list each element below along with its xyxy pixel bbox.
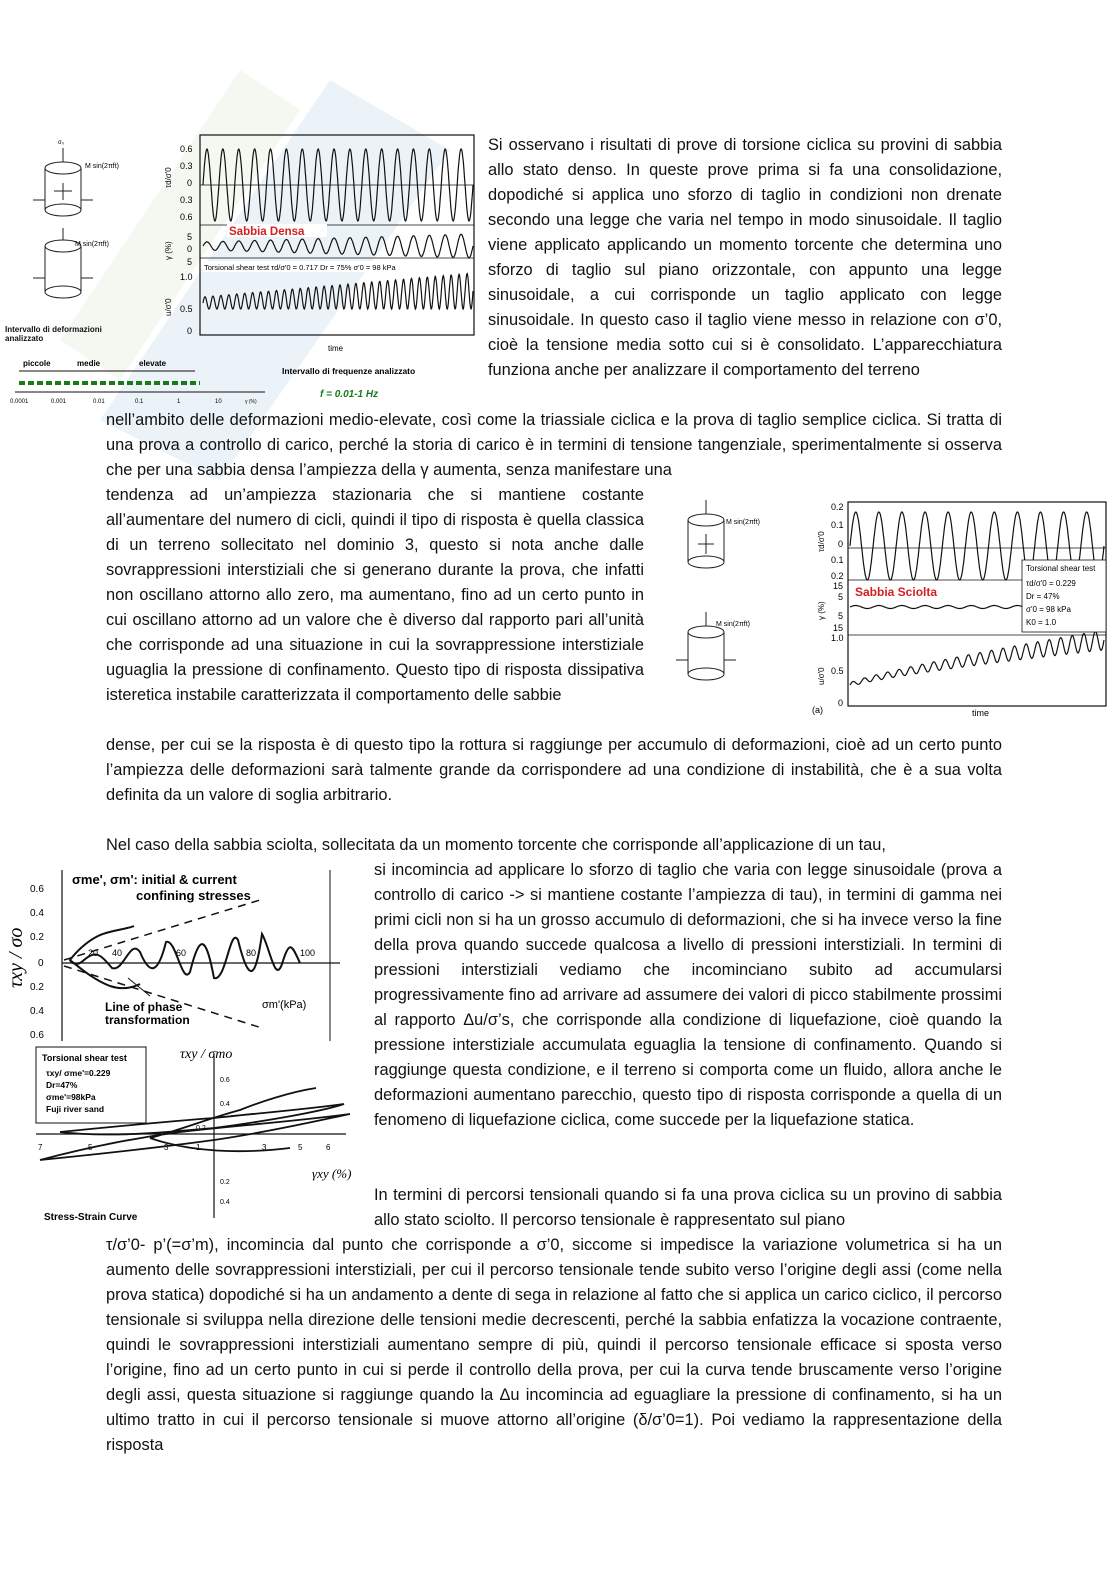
stress-strain-caption: Stress-Strain Curve (44, 1212, 138, 1223)
sigma-m-tick: 40 (112, 948, 123, 958)
paragraph-4: In termini di percorsi tensionali quando si fa una prova ciclica su un provino di sabbia allo stato sciolto. Il percorso tensionale è rappresentato sul piano (374, 1186, 1002, 1229)
u-tick: 0 (838, 698, 844, 708)
freq-value: f = 0.01-1 Hz (320, 389, 379, 400)
moment-label-top: M sin(2πft) (726, 519, 760, 526)
legend-line: Torsional shear test (1026, 564, 1096, 573)
tau-tick: 0.1 (831, 555, 844, 565)
paragraph-3: Nel caso della sabbia sciolta, sollecitata da un momento torcente che corrisponde all’applicazione di un tau, (106, 836, 886, 854)
moment-label-top: M sin(2πft) (85, 163, 119, 170)
y-tick: 0.4 (30, 1006, 44, 1017)
sigma-label: σ₀ (58, 140, 65, 146)
u-tick: 1.0 (180, 272, 193, 282)
x2-tick: 5 (88, 1143, 93, 1152)
legend-line: K0 = 1.0 (1026, 618, 1057, 627)
paragraph-1-cont: nell’ambito delle deformazioni medio-elevate, così come la triassiale ciclica e la prova di taglio semplice ciclica. Si tratta di una prova a controllo di carico, perché la storia di carico è in termini di tensione tangenziale, sperimentalmente si osserva che per una sabbia densa l’ampiezza della γ aumenta, senza manifestare una (106, 411, 1002, 479)
sigma-m-tick: 20 (88, 948, 99, 958)
figure-loose-sand (670, 490, 1108, 720)
y-tick: 0.4 (30, 908, 44, 919)
caption-dense-sand: Sabbia Densa (229, 226, 305, 238)
tick-4: 0.1 (135, 399, 144, 405)
pore-pressure-signal (850, 632, 1104, 686)
x2-tick: 3 (164, 1143, 169, 1152)
tau-tick: 0.2 (831, 502, 844, 512)
y2-tick: 0.4 (220, 1101, 230, 1108)
legend-line: Fuji river sand (46, 1104, 105, 1114)
y-tick: 0.6 (30, 884, 44, 895)
y-label-gamma: γ (%) (164, 241, 173, 260)
gamma-tick: 0 (187, 244, 193, 254)
sigma-m-tick: 60 (176, 948, 187, 958)
tau-tick: 0 (187, 178, 193, 188)
y2-tick: 0.2 (220, 1179, 230, 1186)
time-label: time (328, 344, 344, 353)
range-small: piccole (23, 359, 51, 368)
u-tick: 0.5 (180, 304, 193, 314)
sigma-m-label: σm'(kPa) (262, 999, 307, 1011)
moment-label-bottom: M sin(2πft) (75, 241, 109, 248)
y-label-tau: τd/σ'0 (164, 167, 173, 188)
tau-tick: 0.2 (831, 571, 844, 581)
y2-tick: 0.2 (196, 1125, 206, 1132)
phase-label-1: Line of phase (105, 1000, 183, 1014)
paragraph-1: Si osservano i risultati di prove di torsione ciclica su provini di sabbia allo stato denso. In queste prove prima si fa una consolidazione, dopodiché si applica uno sforzo di taglio in condizioni non drenate secondo una legge che varia nel tempo in modo sinusoidale. Il taglio viene applicato applicando un momento torcente che determina uno sforzo di taglio sul piano orizzontale, con appunto una legge sinusoidale, a cui corrisponde un taglio applicato con legge sinusoidale. In questo caso il taglio viene messo in relazione con σ’0, cioè la tensione media sotto cui si è consolidato. L’apparecchiatura funziona anche per analizzare il comportamento del terreno (488, 136, 1002, 379)
y2-tick: 0.4 (220, 1199, 230, 1206)
legend-line: σ'0 = 98 kPa (1026, 605, 1071, 614)
phase-label-2: transformation (105, 1013, 190, 1027)
panel-label: (a) (812, 705, 823, 715)
tau-tick: 0.6 (180, 144, 193, 154)
x2-tick: 5 (298, 1143, 303, 1152)
gamma-tick: 5 (187, 257, 193, 267)
stress-path-subtitle: confining stresses (136, 888, 251, 903)
legend-line: Dr=47% (46, 1080, 78, 1090)
tau-tick: 0.3 (180, 161, 193, 171)
x2-tick: 1 (196, 1143, 201, 1152)
range-medium: medie (77, 359, 101, 368)
paragraph-4-cont: τ/σ’0- p’(=σ’m), incomincia dal punto che corrisponde a σ’0, siccome si impedisce la variazione volumetrica si ha un aumento delle sovrappressioni interstiziali, per cui il percorso tensionale tende subito verso l’origine degli assi (come nella prova statica) dopodiché si ha un andamento a dente di sega in relazione al fatto che si applica un carico ciclico, il percorso tensionale si sviluppa nella direzione delle tensioni medie decrescenti, perché la sabbia enfatizza la vocazione contraente, quindi le sovrappressioni interstiziali aumentano sempre di più, quindi il percorso tensionale efficace si sposta verso l’origine, fino ad un certo punto in cui si perde il controllo della prova, per cui la curva tende bruscamente verso l’origine degli assi, questa situazione si raggiunge quando la Δu incomincia ad eguagliare la pressione di confinamento, si ha un ultimo tratto in cui il percorso tensionale si muove attorno all’origine (δ/σ’0=1). Poi vediamo la rappresentazione della risposta (106, 1236, 1002, 1454)
gamma-xy-label: γxy (%) (312, 1166, 352, 1181)
specimen-diagram-top (33, 148, 93, 216)
stress-path-title: σme', σm': initial & current (72, 872, 237, 887)
x2-tick: 6 (326, 1143, 331, 1152)
gamma-tick: 15 (833, 581, 844, 591)
tau-tick: 0.1 (831, 520, 844, 530)
time-label: time (972, 708, 990, 718)
tick-3: 0.01 (93, 399, 105, 405)
caption-loose-sand: Sabbia Sciolta (855, 585, 938, 599)
y2-tick: 0.6 (220, 1077, 230, 1084)
gamma-tick: 15 (833, 623, 844, 633)
legend-line: σme'=98kPa (46, 1092, 96, 1102)
y-tick: 0.2 (30, 982, 44, 993)
strain-range-title: Intervallo di deformazioni analizzato (5, 325, 102, 343)
test-info: Torsional shear test τd/σ'0 = 0.717 Dr = 75% σ'0 = 98 kPa (204, 263, 396, 272)
y-tick: 0.2 (30, 932, 44, 943)
u-tick: 1.0 (831, 633, 844, 643)
x2-tick: 3 (262, 1143, 267, 1152)
sigma-m-tick: 80 (246, 948, 257, 958)
sigma-m-tick: 100 (300, 948, 316, 958)
y-tick: 0 (38, 958, 44, 969)
y-label-gamma: γ (%) (817, 601, 826, 620)
paragraph-2: tendenza ad un’ampiezza stazionaria che si mantiene costante all’aumentare del numero di cicli, quindi il tipo di risposta è quella classica di un terreno sollecitato nel dominio 3, questo si nota anche dalle sovrappressioni interstiziali che si generano durante la prova, che infatti non oscillano attorno allo zero, ma aumentano, fino ad un certo punto in cui oscillano attorno ad un valore che è diverso dal rapporto pari all’unità che corrisponde ad una situazione in cui la sovrappressione interstiziale uguaglia la pressione di confinamento. Questo tipo di risposta dissipativa isteretica instabile caratterizzata il comportamento delle sabbie (106, 486, 644, 704)
y-label-u: u/σ'0 (164, 298, 173, 316)
specimen-diagram-top (688, 500, 724, 568)
legend-line: Dr = 47% (1026, 592, 1060, 601)
gamma-tick: 5 (838, 611, 844, 621)
gamma-tick: 5 (187, 232, 193, 242)
tau-tick: 0.3 (180, 195, 193, 205)
paragraph-2-cont: dense, per cui se la risposta è di questo tipo la rottura si raggiunge per accumulo di deformazioni, cioè ad un certo punto l’ampiezza delle deformazioni sarà talmente grande da corrispondere ad una condizione di instabilità, che è a sua volta definita da un valore di soglia arbitrario. (106, 736, 1002, 804)
x2-tick: 7 (38, 1143, 43, 1152)
pore-pressure-signal (203, 274, 473, 309)
tick-2: 0.001 (51, 399, 67, 405)
paragraph-3-cont: si incomincia ad applicare lo sforzo di taglio che varia con legge sinusoidale (prova a controllo di carico -> si mantiene costante l’ampiezza di tau), in termini di gamma nei primi cicli non si ha un grosso accumulo di deformazioni, che si ha invece verso la fine della prova quando succede qualcosa a livello di pressioni interstiziali. In termini di pressioni interstiziali vediamo che incominciano subito ad accumularsi progressivamente fino ad arrivare ad assumere dei valori di picco stabilmente prossimi al rapporto Δu/σ’s, che corrisponde alla condizione di liquefazione, cioè quando la pressione interstiziale accumulata eguaglia la tensione di confinamento. Quando si raggiunge questa condizione, e il terreno si comporta come un fluido, allora anche le deformazioni aumentano parecchio, questo tipo di risposta corrisponde a quella di un fenomeno di liquefazione ciclica, come succede per la liquefazione statica. (374, 861, 1002, 1129)
gamma-unit: γ (%) (245, 399, 257, 405)
legend-line: Torsional shear test (42, 1053, 127, 1063)
tick-5: 1 (177, 399, 181, 405)
legend-line: τxy/ σme'=0.229 (46, 1068, 111, 1078)
y2-axis-label: τxy / σmo (180, 1047, 233, 1062)
gamma-tick: 5 (838, 592, 844, 602)
y-tick: 0.6 (30, 1030, 44, 1041)
moment-label-bottom: M sin(2πft) (716, 621, 750, 628)
tau-tick: 0.6 (180, 212, 193, 222)
y-axis-label: τxy / σo (5, 927, 27, 988)
legend-line: τd/σ'0 = 0.229 (1026, 579, 1076, 588)
y-label-u: u/σ'0 (817, 667, 826, 685)
phase-line-upper (64, 900, 260, 960)
specimen-diagram-bottom (33, 228, 93, 298)
u-tick: 0.5 (831, 666, 844, 676)
y-label-tau: τd/σ'0 (817, 531, 826, 552)
tick-6: 10 (215, 399, 222, 405)
tick-1: 0.0001 (10, 399, 29, 405)
u-tick: 0 (187, 326, 193, 336)
figure-dense-sand (5, 128, 475, 413)
figure-stress-path (0, 856, 362, 1226)
freq-title: Intervallo di frequenze analizzato (282, 366, 416, 376)
tau-tick: 0 (838, 539, 844, 549)
range-high: elevate (139, 359, 167, 368)
